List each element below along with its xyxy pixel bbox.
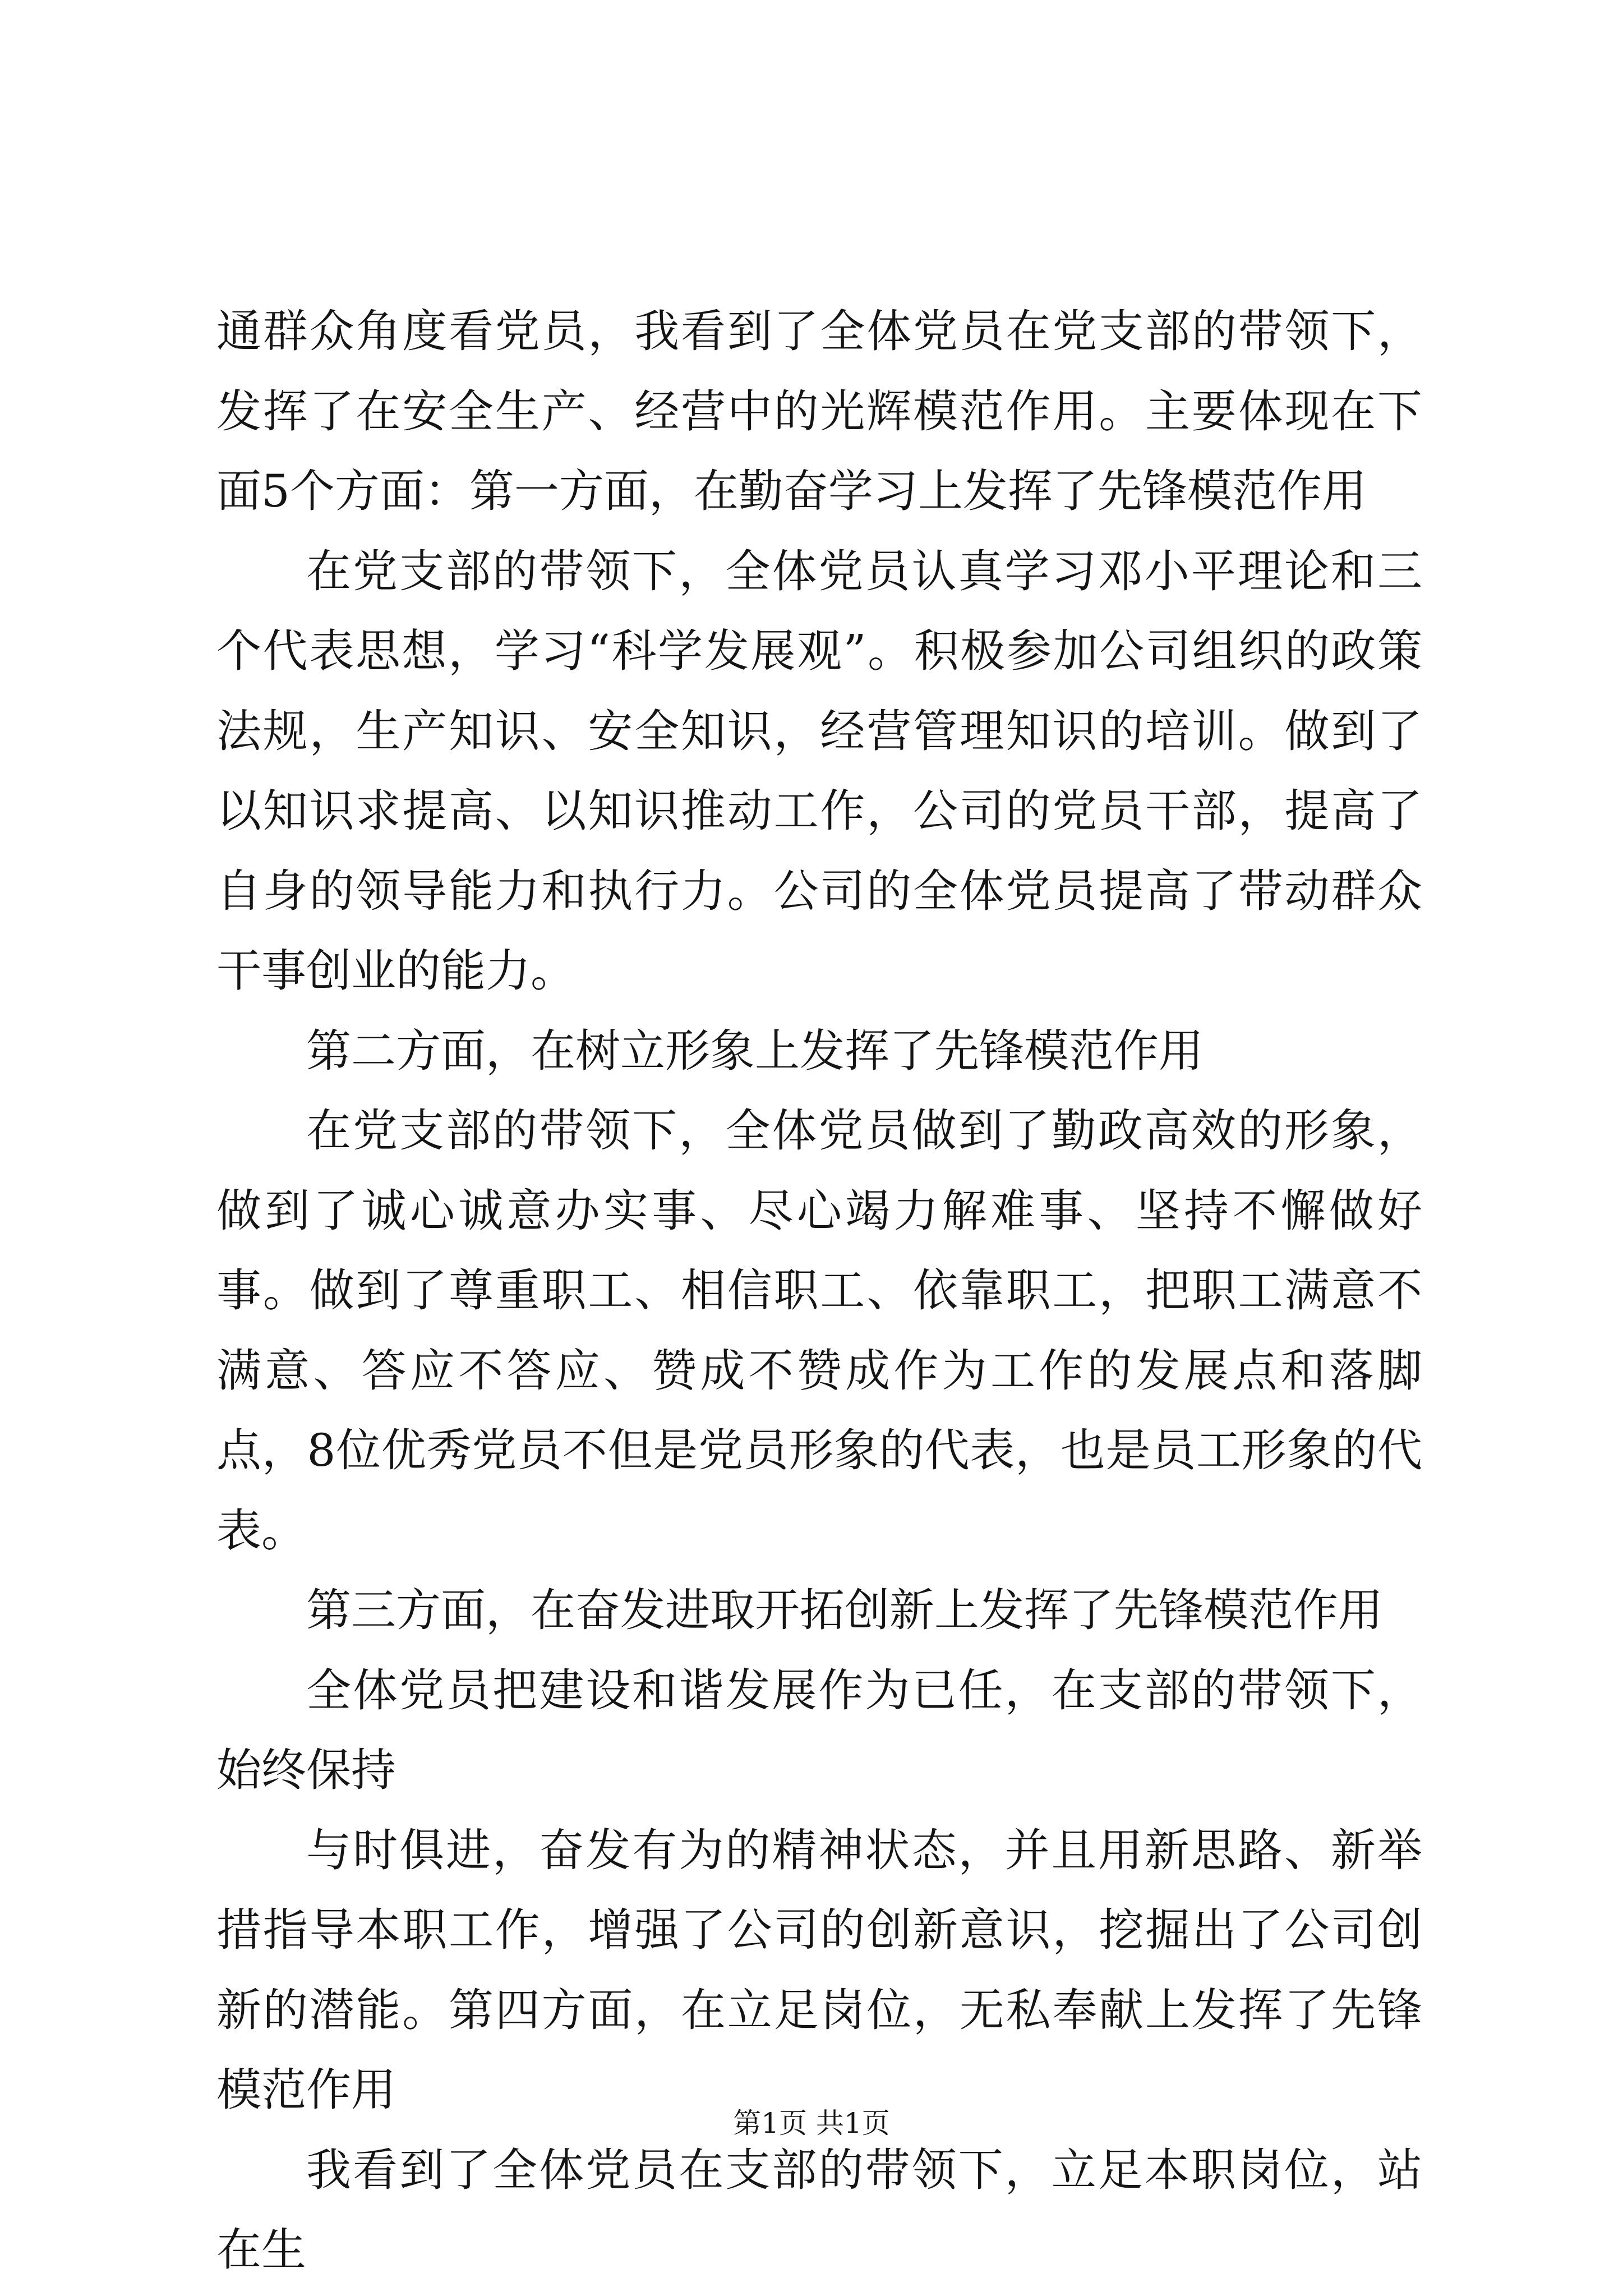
heading-second-aspect: 第二方面，在树立形象上发挥了先锋模范作用: [306, 1024, 1204, 1077]
paragraph-innovation: 与时俱进，奋发有为的精神状态，并且用新思路、新举措指导本职工作，增强了公司的创新意识，挖掘出了公司创新的潜能。第四方面，在立足岗位，无私奉献上发挥了先锋模范作用: [216, 1824, 1422, 2116]
page-footer: 第1页 共1页: [733, 2107, 890, 2139]
paragraph-dedication: 我看到了全体党员在支部的带领下，立足本职岗位，站在生: [216, 2143, 1422, 2276]
paragraph-image: 在党支部的带领下，全体党员做到了勤政高效的形象，做到了诚心诚意办实事、尽心竭力解难事、坚持不懈做好事。做到了尊重职工、相信职工、依靠职工，把职工满意不满意、答应不答应、赞成不赞成作为工作的发展点和落脚点，8位优秀党员不但是党员形象的代表，也是员工形象的代表。: [216, 1105, 1422, 1557]
document-body: [216, 292, 1422, 2290]
paragraph-harmony: 全体党员把建设和谐发展作为已任，在支部的带领下，始终保持: [216, 1664, 1422, 1796]
heading-third-aspect: 第三方面，在奋发进取开拓创新上发挥了先锋模范作用: [306, 1584, 1383, 1636]
paragraph-intro: 通群众角度看党员，我看到了全体党员在党支部的带领下，发挥了在安全生产、经营中的光辉模范作用。主要体现在下面5个方面：第一方面，在勤奋学习上发挥了先锋模范作用: [216, 305, 1422, 517]
paragraph-study: 在党支部的带领下，全体党员认真学习邓小平理论和三个代表思想，学习“科学发展观”。积极参加公司组织的政策法规，生产知识、安全知识，经营管理知识的培训。做到了以知识求提高、以知识推动工作，公司的党员干部，提高了自身的领导能力和执行力。公司的全体党员提高了带动群众干事创业的能力。: [216, 545, 1422, 997]
